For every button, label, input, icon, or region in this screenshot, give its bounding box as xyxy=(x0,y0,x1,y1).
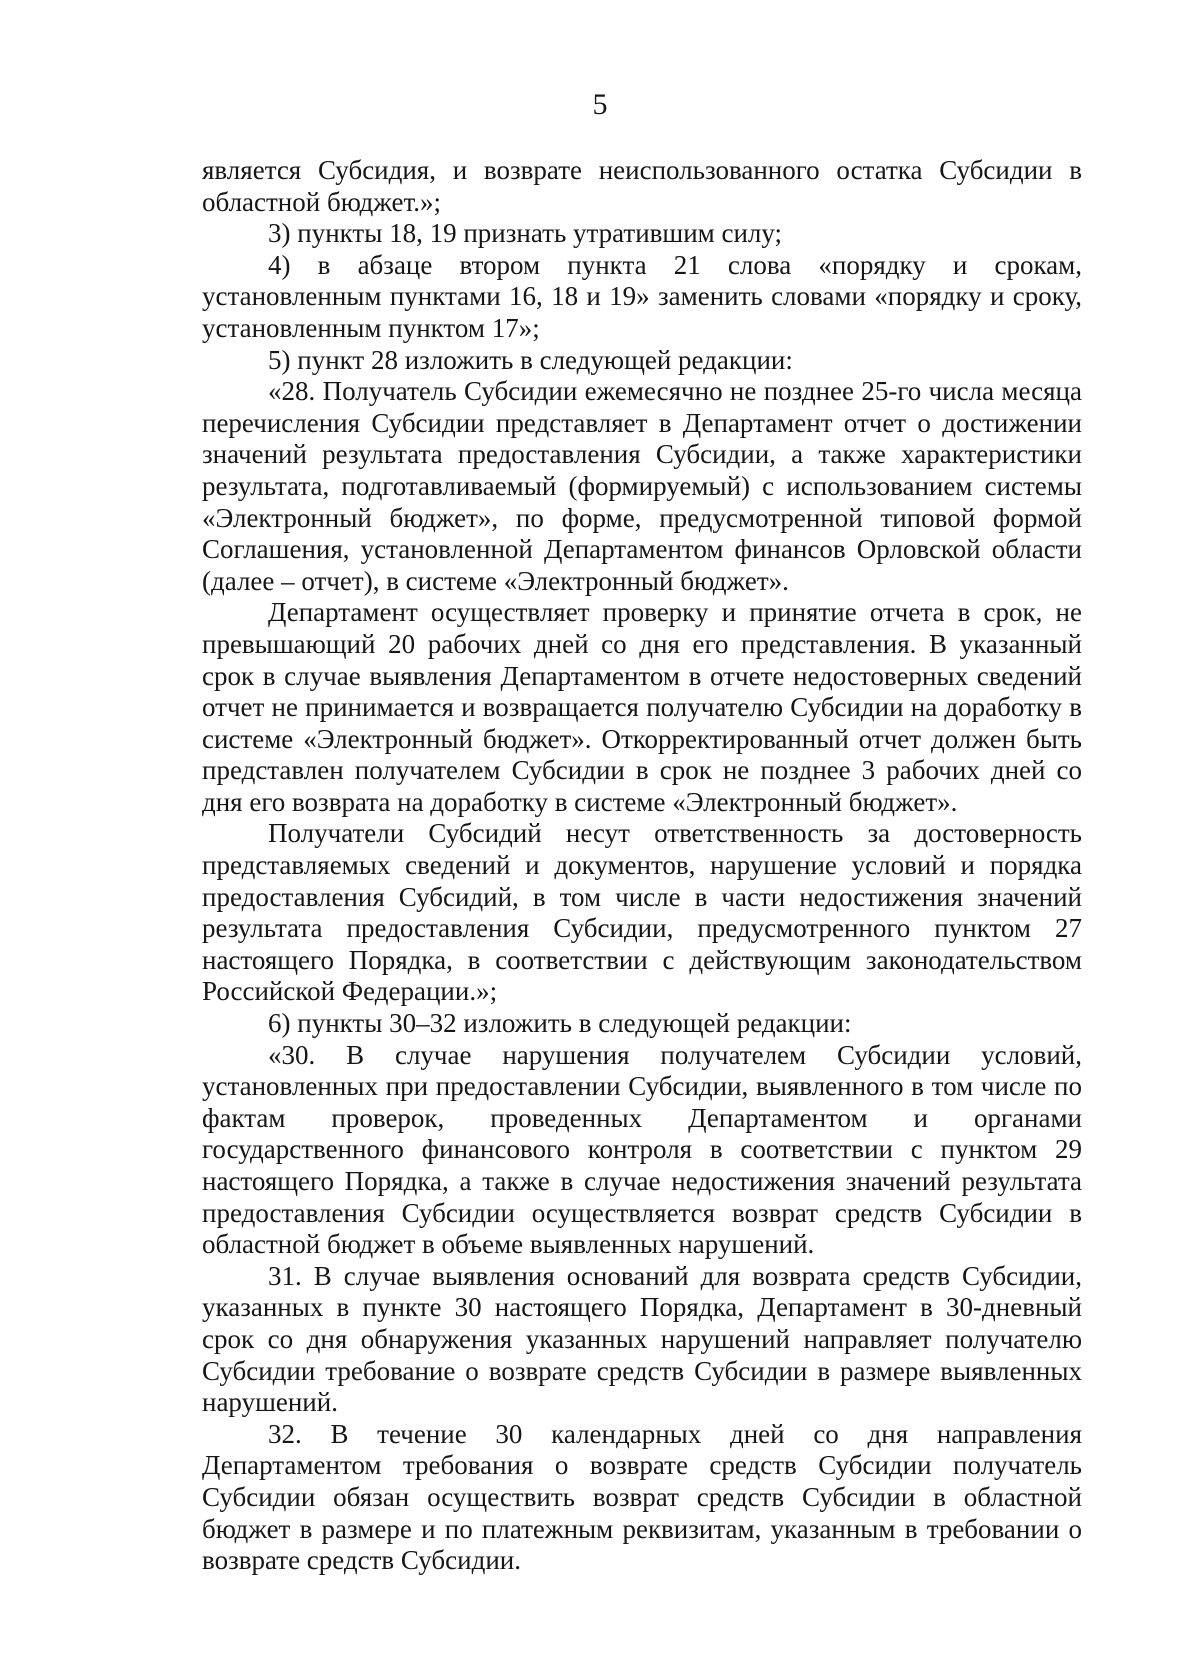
paragraph-item-3: 3) пункты 18, 19 признать утратившим силу; xyxy=(268,218,783,249)
page-number: 5 xyxy=(592,88,608,121)
paragraph-continuation: является Субсидия, и возврате неиспользованного остатка Субсидии в областной бюджет.»; xyxy=(202,155,1082,217)
paragraph-point-32: 32. В течение 30 календарных дней со дня направления Департаментом требования о возврате средств Субсидии получатель Субсидии обязан осуществить возврат средств Субсидии в областной бюджет в размере и по платежным реквизитам, указанным в требовании о возврате средств Субсидии. xyxy=(202,1418,1082,1576)
paragraph-point-30: «30. В случае нарушения получателем Субсидии условий, установленных при предоставлении Субсидии, выявленного в том числе по фактам проверок, проведенных Департаментом и органами государственного финансового контроля в соответствии с пунктом 29 настоящего Порядка, а также в случае недостижения значений результата предоставления Субсидии осуществляется возврат средств Субсидии в областной бюджет в объеме выявленных нарушений. xyxy=(202,1039,1082,1260)
paragraph-item-4: 4) в абзаце втором пункта 21 слова «порядку и срокам, установленным пунктами 16, 18 и 19» заменить словами «порядку и сроку, установленным пунктом 17»; xyxy=(202,249,1082,343)
paragraph-point-31: 31. В случае выявления оснований для возврата средств Субсидии, указанных в пункте 30 настоящего Порядка, Департамент в 30-дневный срок со дня обнаружения указанных нарушений направляет получателю Субсидии требование о возврате средств Субсидии в размере выявленных нарушений. xyxy=(202,1260,1082,1418)
paragraph-responsibility: Получатели Субсидий несут ответственность за достоверность представляемых сведений и документов, нарушение условий и порядка предоставления Субсидий, в том числе в части недостижения значений результата предоставления Субсидии, предусмотренного пунктом 27 настоящего Порядка, в соответствии с действующим законодательством Российской Федерации.»; xyxy=(202,818,1082,1007)
paragraph-point-28: «28. Получатель Субсидии ежемесячно не позднее 25-го числа месяца перечисления Субсидии представляет в Департамент отчет о достижении значений результата предоставления Субсидии, а также характеристики результата, подготавливаемый (формируемый) с использованием системы «Электронный бюджет», по форме, предусмотренной типовой формой Соглашения, установленной Департаментом финансов Орловской области (далее – отчет), в системе «Электронный бюджет». xyxy=(202,376,1082,596)
paragraph-item-6: 6) пункты 30–32 изложить в следующей редакции: xyxy=(268,1008,852,1039)
document-body xyxy=(202,155,1082,1577)
paragraph-item-5: 5) пункт 28 изложить в следующей редакции: xyxy=(268,344,793,375)
paragraph-report-review: Департамент осуществляет проверку и принятие отчета в срок, не превышающий 20 рабочих дней со дня его представления. В указанный срок в случае выявления Департаментом в отчете недостоверных сведений отчет не принимается и возвращается получателю Субсидии на доработку в системе «Электронный бюджет». Откорректированный отчет должен быть представлен получателем Субсидии в срок не позднее 3 рабочих дней со дня его возврата на доработку в системе «Электронный бюджет». xyxy=(202,597,1082,817)
